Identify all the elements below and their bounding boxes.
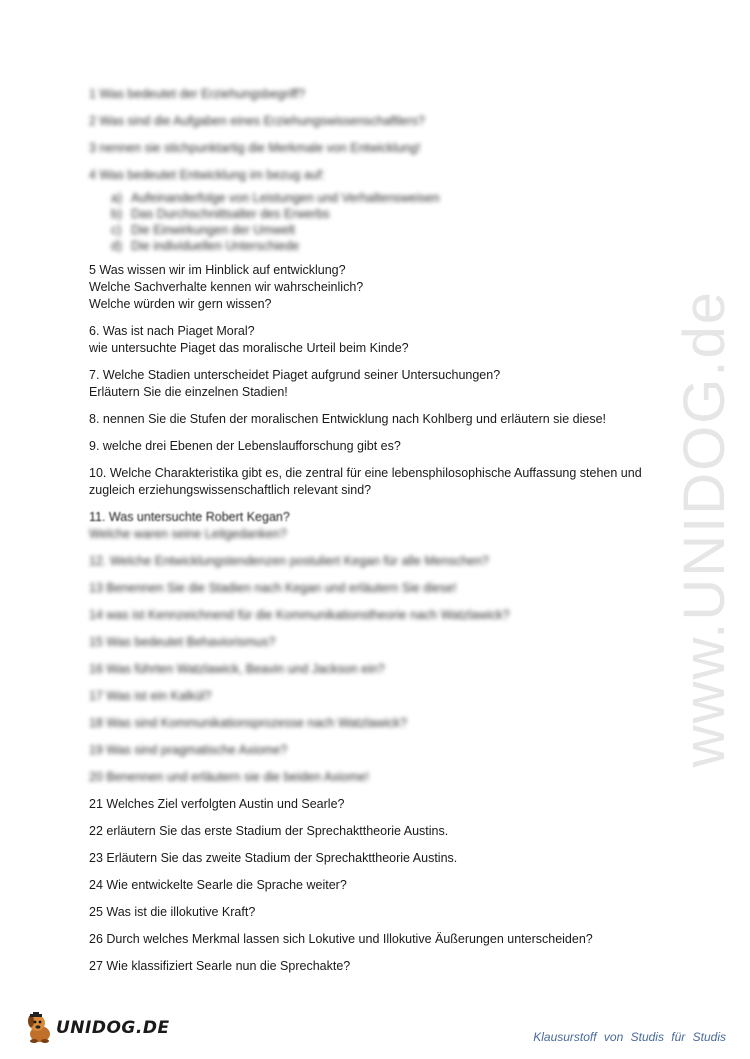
question-25: 25 Was ist die illokutive Kraft? [89,905,256,919]
question-6: 6. Was ist nach Piaget Moral? wie untersuchte Piaget das moralische Urteil beim Kinde? [89,324,409,355]
question-5: 5 Was wissen wir im Hinblick auf entwicklung? Welche Sachverhalte kennen wir wahrscheinlich? Welche würden wir gern wissen? [89,263,364,311]
list-item: a) Aufeinanderfolge von Leistungen und Verhaltensweisen [111,191,440,205]
question-18: 18 Was sind Kommunikationsprozesse nach Watzlawick? [89,716,407,730]
question-21: 21 Welches Ziel verfolgten Austin und Searle? [89,797,345,811]
list-item: c) Die Einwirkungen der Umwelt [111,223,295,237]
dog-icon [24,1012,54,1044]
question-7: 7. Welche Stadien unterscheidet Piaget aufgrund seiner Untersuchungen? Erläutern Sie die einzelnen Stadien! [89,368,501,399]
question-19: 19 Was sind pragmatische Axiome? [89,743,288,757]
question-4-items [111,190,669,254]
question-14: 14 was ist Kennzeichnend für die Kommunikationstheorie nach Watzlawick? [89,608,510,622]
question-11: 11. Was untersuchte Robert Kegan? Welche waren seine Leitgedanken? [89,510,290,541]
question-27: 27 Wie klassifiziert Searle nun die Sprechakte? [89,959,351,973]
question-15: 15 Was bedeutet Behaviorismus? [89,635,276,649]
question-23: 23 Erläutern Sie das zweite Stadium der Sprechakttheorie Austins. [89,851,458,865]
question-20: 20 Benennen und erläutern sie die beiden Axiome! [89,770,370,784]
footer-tagline: Klausurstoff von Studis für Studis [533,1030,726,1044]
question-2: 2 Was sind die Aufgaben eines Erziehungswissenschaftlers? [89,114,425,128]
question-16: 16 Was führten Watzlawick, Beavin und Jackson ein? [89,662,385,676]
question-12: 12. Welche Entwicklungstendenzen postuliert Kegan für alle Menschen? [89,554,490,568]
list-item: b) Das Durchschnittsalter des Erwerbs [111,207,330,221]
list-item: d) Die individuellen Unterschiede [111,239,300,253]
unidog-logo [24,1012,170,1044]
question-24: 24 Wie entwickelte Searle die Sprache weiter? [89,878,347,892]
question-8: 8. nennen Sie die Stufen der moralischen Entwicklung nach Kohlberg und erläutern sie diese! [89,412,606,426]
question-26: 26 Durch welches Merkmal lassen sich Lokutive und Illokutive Äußerungen unterscheiden? [89,932,593,946]
question-1: 1 Was bedeutet der Erziehungsbegriff? [89,87,306,101]
question-3: 3 nennen sie stichpunktartig die Merkmale von Entwicklung! [89,141,421,155]
logo-text: UNIDOG.DE [56,1018,170,1038]
question-13: 13 Benennen Sie die Stadien nach Kegan und erläutern Sie diese! [89,581,457,595]
watermark: www.UNIDOG.de [672,290,737,768]
question-17: 17 Was ist ein Kalkül? [89,689,212,703]
question-22: 22 erläutern Sie das erste Stadium der Sprechakttheorie Austins. [89,824,449,838]
question-list [89,86,669,985]
question-4: 4 Was bedeutet Entwicklung im bezug auf: [89,168,325,182]
question-9: 9. welche drei Ebenen der Lebenslaufforschung gibt es? [89,439,401,453]
question-10: 10. Welche Charakteristika gibt es, die zentral für eine lebensphilosophische Auffassung stehen und zugleich erziehungswissenschaftlich relevant sind? [89,466,642,497]
